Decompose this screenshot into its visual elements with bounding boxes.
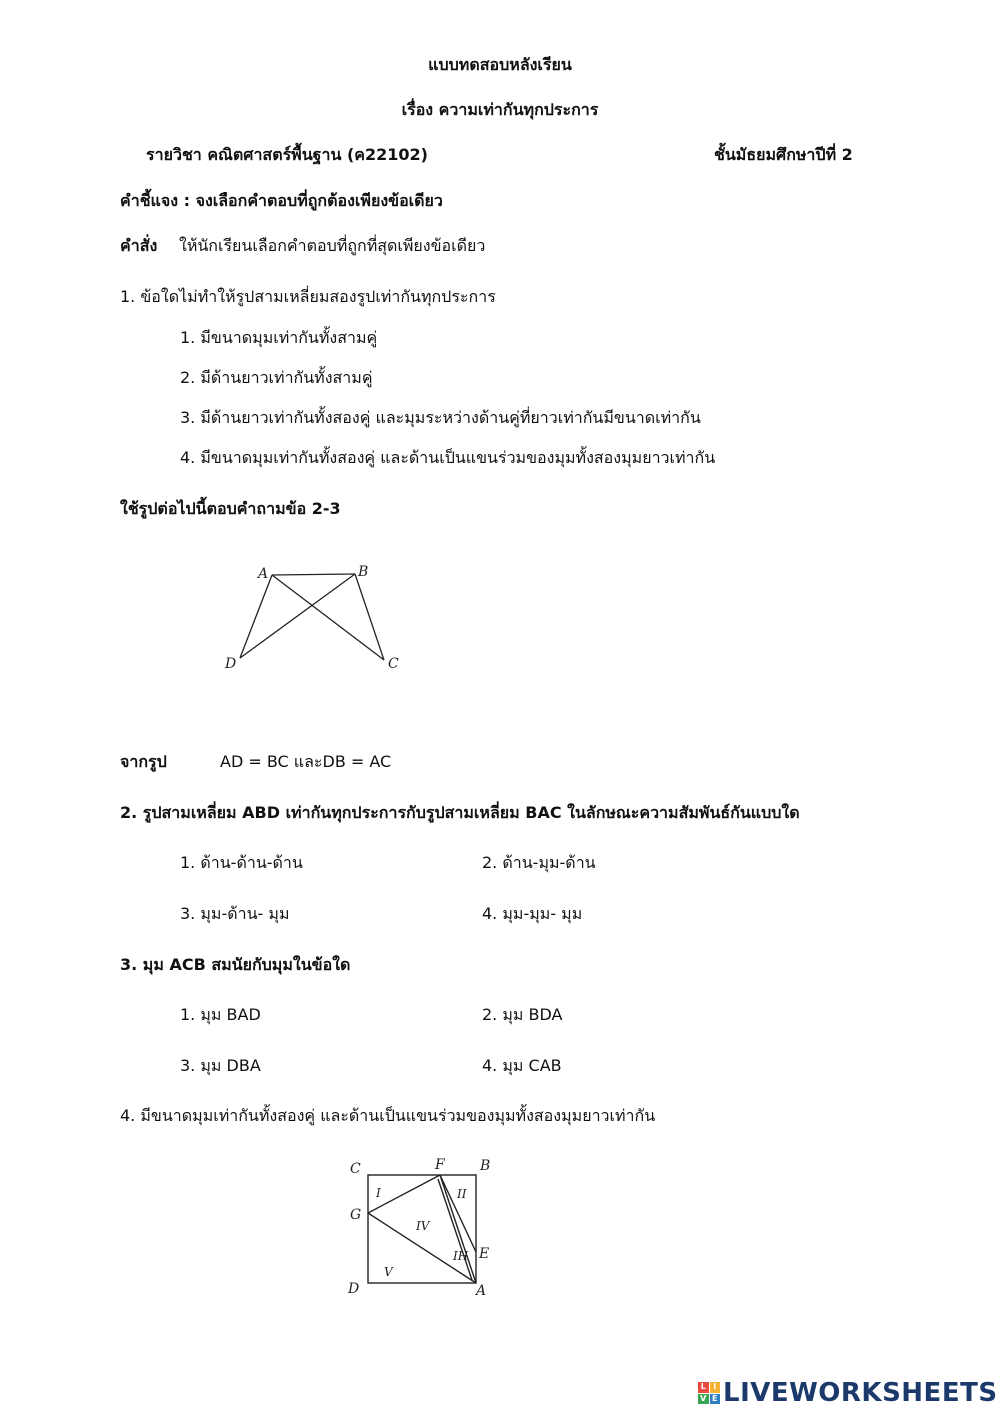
segment-bc (355, 574, 384, 660)
segment-ab (272, 574, 355, 575)
segment-ac (272, 575, 384, 660)
label-d: D (225, 656, 237, 672)
q3-option-3[interactable]: 3. มุม DBA (180, 1056, 261, 1075)
q2-option-3[interactable]: 3. มุม-ด้าน- มุม (180, 904, 290, 923)
worksheet-topic: เรื่อง ความเท่ากันทุกประการ (401, 100, 599, 119)
triangle-figure (215, 555, 425, 680)
command-text: ให้นักเรียนเลือกคำตอบที่ถูกที่สุดเพียงข้อเดียว (179, 236, 486, 255)
label-d: D (348, 1281, 360, 1297)
label-c: C (388, 656, 399, 672)
worksheet-title: แบบทดสอบหลังเรียน (428, 55, 572, 74)
mark-letter-v: V (698, 1394, 709, 1405)
square-figure (340, 1152, 510, 1302)
label-b: B (358, 564, 369, 580)
q1-option-4[interactable]: 4. มีขนาดมุมเท่ากันทั้งสองคู่ และด้านเป็นแขนร่วมของมุมทั้งสองมุมยาวเท่ากัน (180, 448, 716, 467)
segment-bd (240, 574, 355, 658)
label-g: G (350, 1207, 362, 1223)
liveworksheets-logo[interactable] (698, 1378, 998, 1408)
question-3: 3. มุม ACB สมนัยกับมุมในข้อใด (120, 955, 351, 974)
label-a: A (258, 566, 269, 582)
subject-line: รายวิชา คณิตศาสตร์พื้นฐาน (ค22102) (146, 145, 428, 164)
segment-fa-inner (438, 1179, 472, 1280)
liveworksheets-wordmark: LIVEWORKSHEETS (723, 1378, 998, 1408)
question-1: 1. ข้อใดไม่ทำให้รูปสามเหลี่ยมสองรูปเท่ากันทุกประการ (120, 287, 496, 306)
q2-option-4[interactable]: 4. มุม-มุม- มุม (482, 904, 583, 923)
label-b: B (480, 1158, 491, 1174)
q1-option-2[interactable]: 2. มีด้านยาวเท่ากันทั้งสามคู่ (180, 368, 373, 387)
label-f: F (435, 1157, 445, 1173)
q3-option-4[interactable]: 4. มุม CAB (482, 1056, 562, 1075)
region-v: V (384, 1265, 393, 1279)
grade-level: ชั้นมัธยมศึกษาปีที่ 2 (714, 145, 853, 164)
figure-intro: ใช้รูปต่อไปนี้ตอบคำถามข้อ 2-3 (120, 499, 341, 518)
q3-option-2[interactable]: 2. มุม BDA (482, 1005, 563, 1024)
q2-option-1[interactable]: 1. ด้าน-ด้าน-ด้าน (180, 853, 303, 872)
question-4: 4. มีขนาดมุมเท่ากันทั้งสองคู่ และด้านเป็นแขนร่วมของมุมทั้งสองมุมยาวเท่ากัน (120, 1106, 656, 1125)
q3-option-1[interactable]: 1. มุม BAD (180, 1005, 261, 1024)
region-i: I (376, 1186, 381, 1200)
label-c: C (350, 1161, 361, 1177)
q1-option-3[interactable]: 3. มีด้านยาวเท่ากันทั้งสองคู่ และมุมระหว่างด้านคู่ที่ยาวเท่ากันมีขนาดเท่ากัน (180, 408, 701, 427)
region-iv: IV (416, 1219, 430, 1233)
command-label: คำสั่ง (120, 236, 158, 255)
mark-letter-e: E (710, 1394, 721, 1405)
region-ii: II (457, 1187, 467, 1201)
given-label: จากรูป (120, 752, 167, 771)
given-equations: AD = BC และDB = AC (220, 752, 392, 771)
label-e: E (479, 1246, 490, 1262)
question-2: 2. รูปสามเหลี่ยม ABD เท่ากันทุกประการกับรูปสามเหลี่ยม BAC ในลักษณะความสัมพันธ์กันแบบใด (120, 803, 800, 822)
mark-letter-l: L (698, 1382, 709, 1393)
label-a: A (476, 1283, 487, 1299)
liveworksheets-mark-icon (698, 1382, 720, 1404)
q2-option-2[interactable]: 2. ด้าน-มุม-ด้าน (482, 853, 596, 872)
explanation-line: คำชี้แจง : จงเลือกคำตอบที่ถูกต้องเพียงข้อเดียว (120, 191, 443, 210)
mark-letter-i: I (710, 1382, 721, 1393)
q1-option-1[interactable]: 1. มีขนาดมุมเท่ากันทั้งสามคู่ (180, 328, 378, 347)
region-ih: IH (453, 1249, 469, 1263)
